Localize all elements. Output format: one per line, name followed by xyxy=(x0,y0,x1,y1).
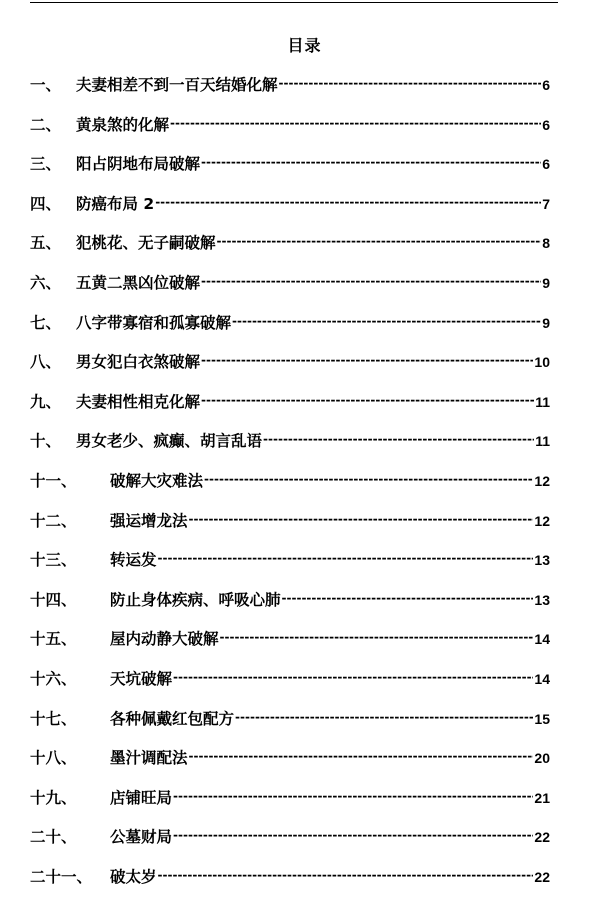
toc-entry[interactable] xyxy=(30,66,550,106)
toc-entry-number: 十八、 xyxy=(30,749,77,768)
top-divider xyxy=(30,2,558,3)
toc-dot-leader xyxy=(158,856,534,896)
toc-entry[interactable] xyxy=(30,185,550,225)
toc-entry-number: 二十一、 xyxy=(30,867,93,886)
toc-entry-title: 防止身体疾病、呼吸心肺 xyxy=(110,590,281,609)
toc-dot-leader xyxy=(158,539,534,579)
toc-dot-leader xyxy=(282,579,534,619)
toc-entry-number: 十二、 xyxy=(30,511,77,530)
toc-entry-page: 22 xyxy=(534,829,550,846)
toc-title: 目录 xyxy=(287,36,322,55)
toc-entry-title: 八字带寡宿和孤寡破解 xyxy=(76,313,232,332)
toc-dot-leader xyxy=(279,64,542,104)
toc-entry-title: 防癌布局 2 xyxy=(76,194,155,213)
toc-entry[interactable] xyxy=(30,422,550,462)
toc-entry-page: 6 xyxy=(542,116,550,133)
toc-entry-page: 11 xyxy=(535,433,550,450)
toc-entry-title: 墨汁调配法 xyxy=(110,749,188,768)
toc-dot-leader xyxy=(201,341,533,381)
toc-entry-page: 14 xyxy=(534,670,550,687)
toc-entry-page: 15 xyxy=(534,710,550,727)
toc-entry-page: 6 xyxy=(542,77,550,93)
toc-entry-page: 12 xyxy=(534,472,550,489)
toc-entry-number: 十五、 xyxy=(30,630,77,649)
toc-dot-leader xyxy=(220,618,534,658)
toc-dot-leader xyxy=(204,460,533,500)
toc-entry-number: 三、 xyxy=(30,155,62,174)
toc-entry-title: 强运增龙法 xyxy=(110,511,188,530)
toc-dot-leader xyxy=(217,222,542,262)
toc-dot-leader xyxy=(201,381,534,421)
toc-entry-title: 五黄二黑凶位破解 xyxy=(76,273,201,292)
toc-entry[interactable] xyxy=(30,660,550,700)
toc-entry-page: 14 xyxy=(534,631,550,648)
toc-entry-title: 破太岁 xyxy=(110,867,157,886)
toc-entry[interactable] xyxy=(30,818,550,858)
toc-entry-title: 犯桃花、无子嗣破解 xyxy=(76,234,216,253)
toc-entry-number: 二十、 xyxy=(30,828,77,847)
toc-entry[interactable] xyxy=(30,145,550,185)
toc-entry-title: 转运发 xyxy=(110,551,157,570)
toc-entry-page: 21 xyxy=(534,789,550,806)
toc-dot-leader xyxy=(235,698,533,738)
toc-entry-title: 各种佩戴红包配方 xyxy=(110,709,235,728)
toc-entry-number: 五、 xyxy=(30,234,62,253)
toc-entry[interactable] xyxy=(30,581,550,621)
toc-entry[interactable] xyxy=(30,541,550,581)
toc-entry[interactable] xyxy=(30,700,550,740)
table-of-contents xyxy=(30,66,550,897)
toc-entry-title: 男女犯白衣煞破解 xyxy=(76,353,201,372)
toc-entry[interactable] xyxy=(30,106,550,146)
toc-dot-leader xyxy=(263,420,534,460)
toc-entry-page: 22 xyxy=(534,868,550,885)
toc-entry-title: 阳占阴地布局破解 xyxy=(76,155,201,174)
toc-entry-number: 十一、 xyxy=(30,471,77,490)
toc-entry[interactable] xyxy=(30,264,550,304)
toc-entry-number: 十三、 xyxy=(30,551,77,570)
toc-entry-title: 夫妻相差不到一百天结婚化解 xyxy=(76,76,278,94)
toc-entry-number: 六、 xyxy=(30,273,62,292)
toc-dot-leader xyxy=(173,777,533,817)
toc-entry-page: 9 xyxy=(542,314,550,331)
toc-entry[interactable] xyxy=(30,304,550,344)
toc-entry-page: 13 xyxy=(534,552,550,569)
toc-dot-leader xyxy=(189,737,534,777)
toc-entry-number: 十九、 xyxy=(30,788,77,807)
toc-entry[interactable] xyxy=(30,383,550,423)
toc-entry[interactable] xyxy=(30,224,550,264)
toc-entry-page: 9 xyxy=(542,274,550,291)
toc-dot-leader xyxy=(201,143,541,183)
toc-entry-number: 四、 xyxy=(30,194,62,213)
toc-entry-page: 6 xyxy=(542,156,550,173)
toc-entry-title: 公墓财局 xyxy=(110,828,173,847)
toc-dot-leader xyxy=(201,262,541,302)
toc-entry-page: 12 xyxy=(534,512,550,529)
toc-entry-number: 二、 xyxy=(30,115,62,134)
toc-entry-page: 11 xyxy=(535,393,550,410)
toc-entry[interactable] xyxy=(30,502,550,542)
toc-entry-number: 十六、 xyxy=(30,669,77,688)
toc-entry[interactable] xyxy=(30,739,550,779)
toc-entry[interactable] xyxy=(30,779,550,819)
toc-entry-title: 店铺旺局 xyxy=(110,788,173,807)
toc-entry-page: 13 xyxy=(534,591,550,608)
toc-entry-number: 十四、 xyxy=(30,590,77,609)
toc-dot-leader xyxy=(189,500,534,540)
toc-entry-number: 十、 xyxy=(30,432,62,451)
toc-dot-leader xyxy=(170,104,541,144)
toc-entry-title: 天坑破解 xyxy=(110,669,173,688)
toc-entry[interactable] xyxy=(30,462,550,502)
toc-entry[interactable] xyxy=(30,858,550,897)
toc-entry-title: 黄泉煞的化解 xyxy=(76,115,170,134)
toc-entry-page: 7 xyxy=(542,195,550,212)
toc-entry-number: 九、 xyxy=(30,392,62,411)
toc-entry-page: 10 xyxy=(534,354,550,371)
toc-entry-title: 夫妻相性相克化解 xyxy=(76,392,201,411)
toc-entry-number: 八、 xyxy=(30,353,62,372)
toc-entry[interactable] xyxy=(30,620,550,660)
toc-dot-leader xyxy=(173,658,533,698)
toc-dot-leader xyxy=(232,302,541,342)
toc-entry-page: 8 xyxy=(542,235,550,252)
toc-entry-page: 20 xyxy=(534,750,550,767)
toc-entry-number: 十七、 xyxy=(30,709,77,728)
toc-entry-title: 屋内动静大破解 xyxy=(110,630,219,649)
toc-dot-leader xyxy=(155,183,541,223)
toc-entry-title: 破解大灾难法 xyxy=(110,471,204,490)
toc-entry[interactable] xyxy=(30,343,550,383)
toc-entry-number: 一、 xyxy=(30,76,62,94)
toc-entry-title: 男女老少、疯癫、胡言乱语 xyxy=(76,432,263,451)
toc-dot-leader xyxy=(173,816,533,856)
toc-entry-number: 七、 xyxy=(30,313,62,332)
